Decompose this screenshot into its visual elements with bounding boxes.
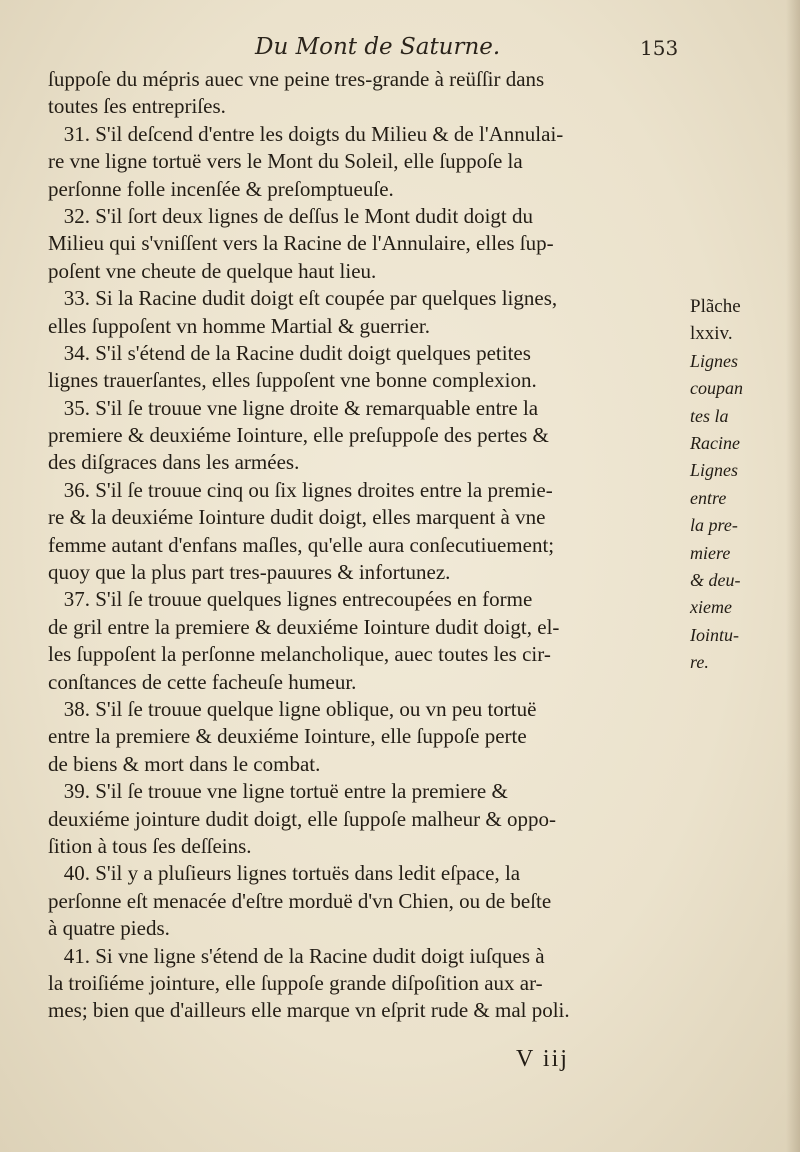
text-line: 36. S'il ſe trouue cinq ou ſix lignes droites entre la premie- <box>48 477 553 502</box>
plate-label: Plãche <box>690 296 741 317</box>
text-line: deuxiéme jointure dudit doigt, elle ſuppoſe malheur & oppo- <box>48 806 556 831</box>
text-line: à quatre pieds. <box>48 916 170 941</box>
text-line: 34. S'il s'étend de la Racine dudit doigt quelques petites <box>48 340 531 365</box>
text-line: toutes ſes entrepriſes. <box>48 94 226 119</box>
text-line: 31. S'il deſcend d'entre les doigts du Milieu & de l'Annulai- <box>48 121 564 146</box>
margin-notes <box>690 293 790 676</box>
text-line: quoy que la plus part tres-pauures & infortunez. <box>48 560 451 585</box>
text-line: 37. S'il ſe trouue quelques lignes entrecoupées en forme <box>48 587 533 612</box>
margin-note-line: Lignes <box>690 350 739 371</box>
text-line: premiere & deuxiéme Iointure, elle preſuppoſe des pertes & <box>48 423 549 448</box>
text-line: ſuppoſe du mépris auec vne peine tres-grande à reüſſir dans <box>48 67 545 91</box>
margin-note-line: re. <box>690 652 709 673</box>
text-line: 33. Si la Racine dudit doigt eſt coupée par quelques lignes, <box>48 286 558 311</box>
text-line: re vne ligne tortuë vers le Mont du Soleil, elle ſuppoſe la <box>48 149 523 174</box>
text-line: poſent vne cheute de quelque haut lieu. <box>48 258 377 283</box>
margin-note-line: Lignes <box>690 460 739 481</box>
body-text <box>48 66 690 1025</box>
text-line: 41. Si vne ligne s'étend de la Racine dudit doigt iuſques à <box>48 943 545 968</box>
margin-note-line: entre <box>690 487 727 508</box>
text-line: femme autant d'enfans maſles, qu'elle aura conſecutiuement; <box>48 532 555 557</box>
text-line: 35. S'il ſe trouue vne ligne droite & remarquable entre la <box>48 395 539 420</box>
margin-note-line: & deu- <box>690 569 741 590</box>
text-line: les ſuppoſent la perſonne melancholique, auec toutes les cir- <box>48 642 551 667</box>
text-line: ſition à tous ſes deſſeins. <box>48 833 252 858</box>
signature-mark: V iij <box>516 1046 569 1072</box>
text-line: perſonne eſt menacée d'eſtre morduë d'vn Chien, ou de beſte <box>48 888 552 913</box>
text-line: perſonne folle incenſée & preſomptueuſe. <box>48 176 394 201</box>
text-line: conſtances de cette facheuſe humeur. <box>48 669 357 694</box>
text-line: lignes trauerſantes, elles ſuppoſent vne bonne complexion. <box>48 368 537 393</box>
page-number: 153 <box>640 36 679 60</box>
page-header <box>0 30 800 64</box>
margin-note-line: coupan <box>690 378 743 399</box>
text-line: entre la premiere & deuxiéme Iointure, elle ſuppoſe perte <box>48 724 527 749</box>
text-line: mes; bien que d'ailleurs elle marque vn eſprit rude & mal poli. <box>48 998 570 1023</box>
margin-note-line: tes la <box>690 405 729 426</box>
margin-note-line: Iointu- <box>690 624 739 645</box>
text-line: 38. S'il ſe trouue quelque ligne oblique, ou vn peu tortuë <box>48 696 537 721</box>
running-title: Du Mont de Saturne. <box>255 34 501 60</box>
text-line: elles ſuppoſent vn homme Martial & guerrier. <box>48 313 430 338</box>
text-line: Milieu qui s'vniſſent vers la Racine de l'Annulaire, elles ſup- <box>48 231 554 256</box>
plate-number: lxxiv. <box>690 323 733 345</box>
text-line: re & la deuxiéme Iointure dudit doigt, elles marquent à vne <box>48 505 546 530</box>
margin-note-line: miere <box>690 542 731 563</box>
margin-note-line: xieme <box>690 597 732 618</box>
text-line: 32. S'il ſort deux lignes de deſſus le Mont dudit doigt du <box>48 203 534 228</box>
margin-note-line: Racine <box>690 432 740 453</box>
text-line: de gril entre la premiere & deuxiéme Iointure dudit doigt, el- <box>48 614 560 639</box>
text-line: 39. S'il ſe trouue vne ligne tortuë entre la premiere & <box>48 779 508 804</box>
text-line: 40. S'il y a pluſieurs lignes tortuës dans ledit eſpace, la <box>48 861 521 886</box>
text-line: des diſgraces dans les armées. <box>48 450 300 475</box>
text-line: la troiſiéme jointure, elle ſuppoſe grande diſpoſition aux ar- <box>48 970 543 995</box>
text-line: de biens & mort dans le combat. <box>48 751 321 776</box>
margin-note-line: la pre- <box>690 515 738 536</box>
